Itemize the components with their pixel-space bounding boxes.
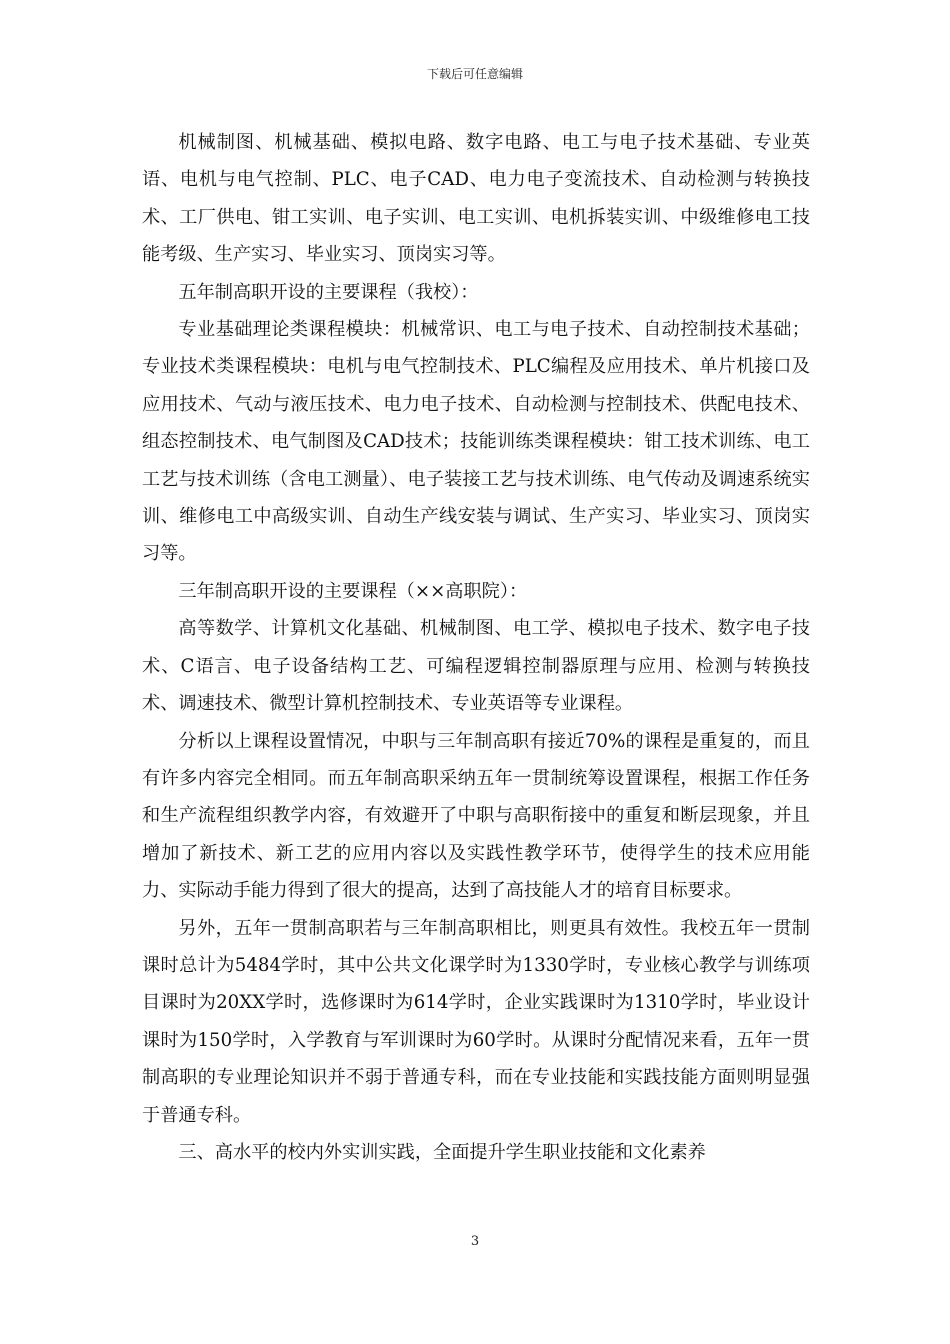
section-heading-training: 三、高水平的校内外实训实践，全面提升学生职业技能和文化素养 [178, 1141, 706, 1163]
page-number: 3 [470, 1234, 480, 1249]
paragraph-five-year-courses: 专业基础理论类课程模块：机械常识、电工与电子技术、自动控制技术基础；专业技术类课程模块：电机与电气控制技术、PLC编程及应用技术、单片机接口及应用技术、气动与液压技术、电力电子技术、自动检测与控制技术、供配电技术、组态控制技术、电气制图及CAD技术；技能训练类课程模块：钳工技术训练、电工工艺与技术训练（含电工测量）、电子装接工艺与技术训练、电气传动及调速系统实训、维修电工中高级实训、自动生产线安装与调试、生产实习、毕业实习、顶岗实习等。 [142, 319, 810, 565]
paragraph-course-list-zhongzhi: 机械制图、机械基础、模拟电路、数字电路、电工与电子技术基础、专业英语、电机与电气控制、PLC、电子CAD、电力电子变流技术、自动检测与转换技术、工厂供电、钳工实训、电子实训、电工实训、电机拆装实训、中级维修电工技能考级、生产实习、毕业实习、顶岗实习等。 [142, 132, 810, 266]
paragraph-three-year-heading: 三年制高职开设的主要课程（××高职院）： [178, 580, 528, 602]
paragraph-five-year-heading: 五年制高职开设的主要课程（我校）： [178, 281, 479, 303]
paragraph-three-year-courses: 高等数学、计算机文化基础、机械制图、电工学、模拟电子技术、数字电子技术、C语言、电子设备结构工艺、可编程逻辑控制器原理与应用、检测与转换技术、调速技术、微型计算机控制技术、专业英语等专业课程。 [142, 618, 810, 715]
page-header: 下载后可任意编辑 [426, 67, 523, 81]
paragraph-analysis: 分析以上课程设置情况，中职与三年制高职有接近70%的课程是重复的，而且有许多内容完全相同。而五年制高职采纳五年一贯制统筹设置课程，根据工作任务和生产流程组织教学内容，有效避开了中职与高职衔接中的重复和断层现象，并且增加了新技术、新工艺的应用内容以及实践性教学环节，使得学生的技术应用能力、实际动手能力得到了很大的提高，达到了高技能人才的培育目标要求。 [142, 730, 810, 902]
document-body [142, 124, 810, 1171]
paragraph-hours-comparison: 另外，五年一贯制高职若与三年制高职相比，则更具有效性。我校五年一贯制课时总计为5484学时，其中公共文化课学时为1330学时，专业核心教学与训练项目课时为20XX学时，选修课时为614学时，企业实践课时为1310学时，毕业设计课时为150学时，入学教育与军训课时为60学时。从课时分配情况来看，五年一贯制高职的专业理论知识并不弱于普通专科，而在专业技能和实践技能方面则明显强于普通专科。 [142, 917, 810, 1126]
